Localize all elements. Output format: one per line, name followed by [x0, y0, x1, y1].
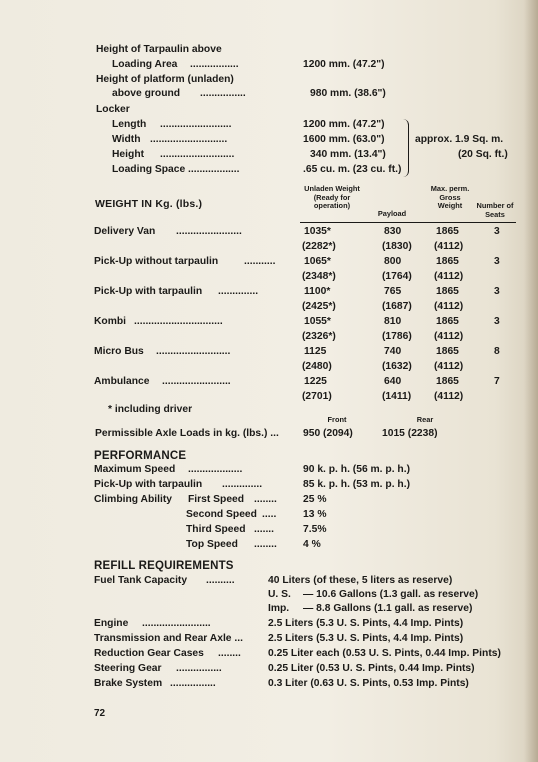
refill-value: 0.25 Liter (0.53 U. S. Pints, 0.44 Imp. Pints) [268, 663, 475, 674]
payload-lbs: (1830) [382, 241, 412, 252]
gross-kg: 1865 [436, 226, 459, 237]
max-speed-value: 90 k. p. h. (56 m. p. h.) [303, 464, 410, 475]
climb-value: 4 % [303, 539, 321, 550]
gross-lbs: (4112) [434, 361, 464, 372]
unladen-kg: 1055* [304, 316, 331, 327]
leader-dots: .......... [206, 575, 235, 586]
locker-space-label: Loading Space [112, 164, 186, 175]
gear-label: Third Speed [186, 524, 246, 535]
refill-value: 2.5 Liters (5.3 U. S. Pints, 4.4 Imp. Pints) [268, 618, 464, 629]
gear-label: First Speed [188, 494, 245, 505]
axle-rear-value: 1015 (2238) [382, 428, 438, 439]
unladen-lbs: (2326*) [302, 331, 336, 342]
locker-space-value: .65 cu. m. (23 cu. ft.) [303, 164, 402, 175]
leader-dots: ........ [218, 648, 241, 659]
max-speed-label: Maximum Speed [94, 464, 176, 475]
payload-lbs: (1687) [382, 301, 412, 312]
leader-dots: ........................... [150, 134, 228, 145]
axle-front-value: 950 (2094) [303, 428, 353, 439]
vehicle-name: Delivery Van [94, 226, 156, 237]
leader-dots: ........................ [142, 618, 211, 629]
locker-height-label: Height [112, 149, 145, 160]
fuel-tank-value: 40 Liters (of these, 5 liters as reserve) [268, 575, 453, 586]
leader-dots: ............................... [134, 316, 223, 327]
gross-lbs: (4112) [434, 301, 464, 312]
gear-label: Top Speed [186, 539, 238, 550]
leader-dots: ....... [254, 524, 275, 535]
leader-dots: ................. [190, 59, 239, 70]
vehicle-name: Pick-Up without tarpaulin [94, 256, 219, 267]
gross-kg: 1865 [436, 376, 459, 387]
gross-kg: 1865 [436, 256, 459, 267]
gross-lbs: (4112) [434, 331, 464, 342]
payload-lbs: (1764) [382, 271, 412, 282]
locker-title: Locker [96, 104, 130, 115]
climb-value: 13 % [303, 509, 327, 520]
unladen-lbs: (2348*) [302, 271, 336, 282]
leader-dots: ........ [254, 494, 277, 505]
leader-dots: ................ [176, 663, 222, 674]
locker-length-value: 1200 mm. (47.2") [303, 119, 385, 130]
payload-kg: 800 [384, 256, 402, 267]
leader-dots: ........................ [162, 376, 231, 387]
locker-brace [402, 119, 409, 177]
unladen-kg: 1125 [304, 346, 327, 357]
seats: 3 [494, 256, 500, 267]
unladen-kg: 1100* [304, 286, 331, 297]
unladen-kg: 1225 [304, 376, 327, 387]
gross-kg: 1865 [436, 346, 459, 357]
seats: 3 [494, 316, 500, 327]
refill-value: 0.25 Liter each (0.53 U. S. Pints, 0.44 Imp. Pints) [268, 648, 501, 659]
refill-value: 2.5 Liters (5.3 U. S. Pints, 4.4 Imp. Pints) [268, 633, 464, 644]
col-header-payload: Payload [377, 209, 407, 218]
seats: 8 [494, 346, 500, 357]
platform-height-label: Height of platform (unladen) [96, 74, 234, 85]
locker-area-note: approx. 1.9 Sq. m. [415, 134, 504, 145]
leader-dots: .......................... [160, 149, 235, 160]
payload-lbs: (1411) [382, 391, 412, 402]
locker-area-note-imperial: (20 Sq. ft.) [458, 149, 508, 160]
refill-label: Steering Gear [94, 663, 162, 674]
fuel-us-label: U. S. [268, 589, 291, 600]
page-edge-shadow [524, 0, 538, 762]
gross-kg: 1865 [436, 316, 459, 327]
leader-dots: ................... [188, 464, 243, 475]
leader-dots: .................. [188, 164, 240, 175]
refill-value: 0.3 Liter (0.63 U. S. Pints, 0.53 Imp. Pints) [268, 678, 469, 689]
fuel-us-value: — 10.6 Gallons (1.3 gall. as reserve) [303, 589, 479, 600]
page-number: 72 [94, 708, 106, 719]
unladen-lbs: (2480) [302, 361, 332, 372]
locker-length-label: Length [112, 119, 147, 130]
unladen-kg: 1035* [304, 226, 331, 237]
platform-height-sublabel: above ground [112, 88, 181, 99]
unladen-lbs: (2425*) [302, 301, 336, 312]
platform-height-value: 980 mm. (38.6") [310, 88, 386, 99]
refill-label: Reduction Gear Cases [94, 648, 204, 659]
seats: 7 [494, 376, 500, 387]
refill-label: Brake System [94, 678, 163, 689]
col-header-gross: Max. perm. Gross Weight [430, 184, 470, 211]
tarpaulin-height-label: Height of Tarpaulin above [96, 44, 222, 55]
climbing-ability-label: Climbing Ability [94, 494, 172, 505]
payload-kg: 830 [384, 226, 402, 237]
payload-kg: 810 [384, 316, 402, 327]
locker-width-value: 1600 mm. (63.0") [303, 134, 385, 145]
climb-value: 25 % [303, 494, 327, 505]
seats: 3 [494, 286, 500, 297]
vehicle-name: Micro Bus [94, 346, 144, 357]
gear-label: Second Speed [186, 509, 257, 520]
leader-dots: ........ [254, 539, 277, 550]
payload-lbs: (1786) [382, 331, 412, 342]
payload-kg: 765 [384, 286, 402, 297]
climb-value: 7.5% [303, 524, 327, 535]
payload-kg: 740 [384, 346, 402, 357]
axle-loads-label: Permissible Axle Loads in kg. (lbs.) ... [95, 428, 279, 439]
pickup-speed-value: 85 k. p. h. (53 m. p. h.) [303, 479, 410, 490]
locker-height-value: 340 mm. (13.4") [310, 149, 386, 160]
gross-kg: 1865 [436, 286, 459, 297]
weight-footnote: * including driver [108, 404, 193, 415]
leader-dots: ................ [170, 678, 216, 689]
gross-lbs: (4112) [434, 241, 464, 252]
leader-dots: ..... [262, 509, 277, 520]
fuel-imp-label: Imp. [268, 603, 290, 614]
refill-label: Transmission and Rear Axle ... [94, 633, 243, 644]
gross-lbs: (4112) [434, 391, 464, 402]
unladen-lbs: (2701) [302, 391, 332, 402]
seats: 3 [494, 226, 500, 237]
fuel-tank-label: Fuel Tank Capacity [94, 575, 188, 586]
leader-dots: .......................... [156, 346, 231, 357]
unladen-kg: 1065* [304, 256, 331, 267]
tarpaulin-height-value: 1200 mm. (47.2") [303, 59, 385, 70]
fuel-imp-value: — 8.8 Gallons (1.1 gall. as reserve) [303, 603, 473, 614]
payload-lbs: (1632) [382, 361, 412, 372]
leader-dots: ....................... [176, 226, 242, 237]
unladen-lbs: (2282*) [302, 241, 336, 252]
table-header-rule [300, 222, 516, 223]
vehicle-name: Ambulance [94, 376, 150, 387]
locker-width-label: Width [112, 134, 141, 145]
axle-rear-header: Rear [416, 415, 434, 424]
refill-label: Engine [94, 618, 129, 629]
performance-title: PERFORMANCE [94, 450, 187, 462]
pickup-speed-label: Pick-Up with tarpaulin [94, 479, 203, 490]
gross-lbs: (4112) [434, 271, 464, 282]
leader-dots: ................ [200, 88, 246, 99]
col-header-unladen: Unladen Weight (Ready for operation) [304, 184, 360, 211]
leader-dots: .............. [222, 479, 263, 490]
refill-title: REFILL REQUIREMENTS [94, 560, 234, 572]
leader-dots: ......................... [160, 119, 232, 130]
col-header-seats: Number of Seats [476, 201, 514, 219]
payload-kg: 640 [384, 376, 402, 387]
tarpaulin-height-sublabel: Loading Area [112, 59, 178, 70]
weight-section-title: WEIGHT IN Kg. (lbs.) [95, 198, 203, 210]
leader-dots: ........... [244, 256, 276, 267]
leader-dots: .............. [218, 286, 259, 297]
vehicle-name: Pick-Up with tarpaulin [94, 286, 203, 297]
vehicle-name: Kombi [94, 316, 127, 327]
axle-front-header: Front [327, 415, 347, 424]
